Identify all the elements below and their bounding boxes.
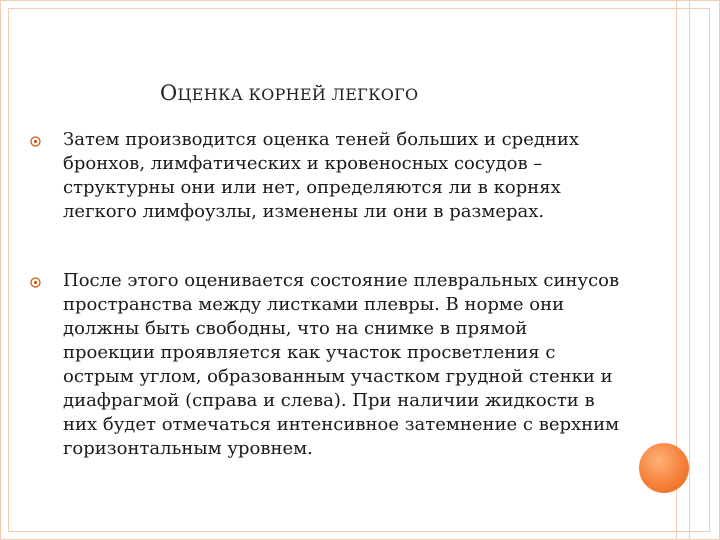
decorative-orange-circle (639, 443, 689, 493)
bullet-text-2: После этого оценивается состояние плевральных синусов пространства между листками плевры. В норме они должны быть свободны, что на снимке в прямой проекции проявляется как участок просветления с острым углом, образованным участком грудной стенки и диафрагмой (справа и слева). При наличии жидкости в них будет отмечаться интенсивное затемнение с верхним горизонтальным уровнем. (63, 270, 620, 459)
bullet-text-1: Затем производится оценка теней больших и средних бронхов, лимфатических и кровеносных сосудов – структурны они или нет, определяются ли в корнях легкого лимфоузлы, изменены ли они в размерах. (63, 129, 580, 222)
bullet-item-1 (30, 128, 620, 224)
circle-dot-bullet-icon (30, 277, 41, 288)
bullet-item-2 (30, 269, 620, 461)
slide-title-lead: О (160, 81, 178, 105)
right-band-line-2 (689, 0, 690, 540)
slide-title (160, 80, 418, 108)
slide-title-rest: ЦЕНКА КОРНЕЙ ЛЕГКОГО (177, 85, 419, 104)
circle-dot-bullet-icon (30, 136, 41, 147)
bullet-list (30, 128, 620, 506)
